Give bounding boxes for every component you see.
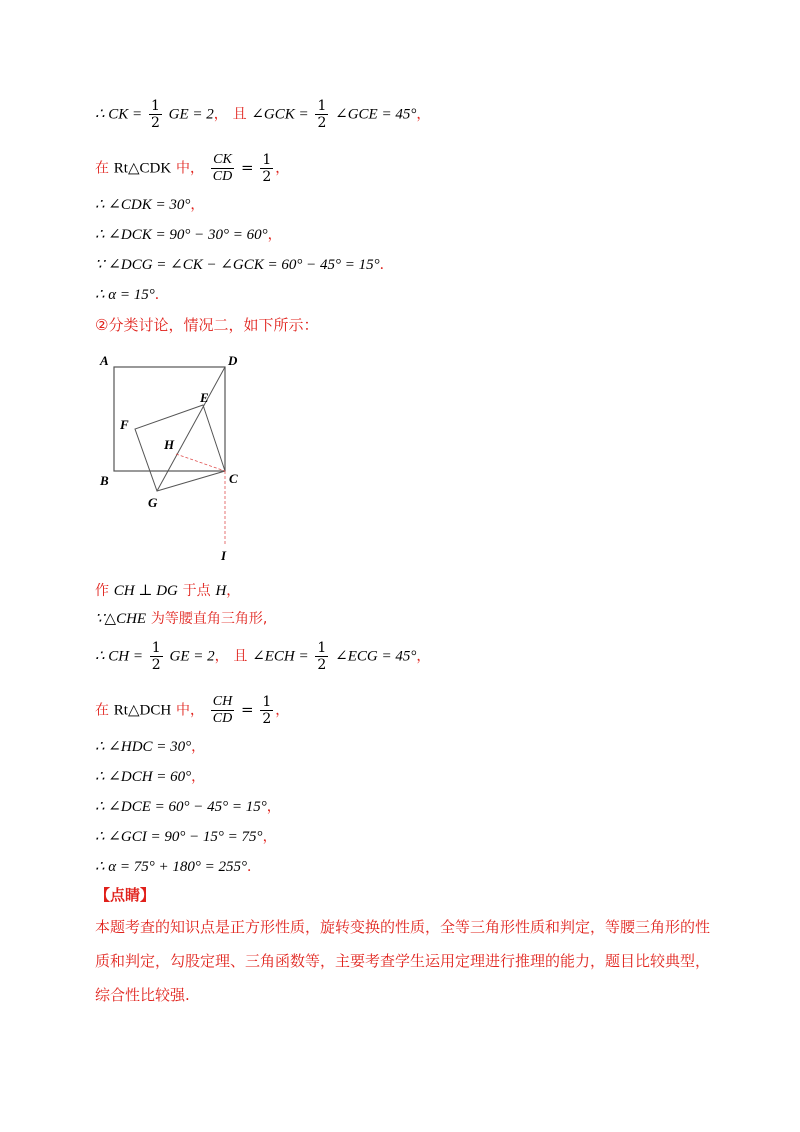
frac-num: 1 — [151, 640, 161, 656]
rt-dch-line — [95, 694, 289, 727]
hdc-text: ∴ ∠HDC = 30° — [95, 739, 192, 755]
alpha-15-line — [95, 284, 169, 305]
frac-num: CH — [212, 694, 233, 709]
middle-word: 中， — [175, 702, 204, 719]
frac-den: 2 — [150, 115, 160, 131]
frac-num: 1 — [262, 694, 272, 710]
foot-word: 于点 — [182, 583, 211, 599]
half-fraction — [149, 98, 162, 131]
in-word: 在 — [95, 160, 109, 177]
frac-num: 1 — [317, 640, 327, 656]
equals: = — [240, 158, 254, 177]
ch-cd-fraction — [211, 694, 234, 727]
dcg-text: ∵ ∠DCG = ∠CK − ∠GCK = 60° − 45° = 15° — [95, 257, 380, 273]
half-fraction — [150, 640, 163, 673]
ge-value: GE = 2 — [169, 648, 215, 665]
comma: ， — [214, 648, 229, 665]
comma: ， — [275, 160, 290, 177]
half-fraction — [260, 152, 273, 185]
dck-line — [95, 224, 282, 245]
label-e: E — [200, 390, 209, 405]
cdk-text: ∴ ∠CDK = 30° — [95, 197, 191, 213]
hdc-line — [95, 736, 205, 757]
alpha-255-line — [95, 856, 261, 877]
alpha-text: ∴ α = 15° — [95, 287, 155, 303]
segment-ch-dashed — [176, 454, 225, 471]
triangle-dch: Rt△DCH — [113, 702, 172, 719]
dcg-line — [95, 254, 394, 275]
comment-heading: 【点睛】 — [95, 886, 156, 904]
cdk-line — [95, 194, 204, 215]
square-abcd — [114, 367, 225, 471]
frac-den: CD — [212, 169, 233, 184]
geometry-figure — [90, 345, 250, 570]
ck-equation-line — [95, 98, 430, 131]
frac-den: CD — [212, 711, 233, 726]
gci-text: ∴ ∠GCI = 90° − 15° = 75° — [95, 829, 263, 845]
and-word: 且 — [233, 648, 248, 665]
frac-den: 2 — [151, 657, 161, 673]
comma: ， — [266, 799, 281, 815]
label-b: B — [100, 473, 109, 488]
comma: ， — [191, 769, 206, 785]
comma: ， — [213, 106, 228, 123]
half-fraction — [315, 98, 328, 131]
ch-left: ∴ CH = — [95, 648, 144, 665]
half-fraction — [260, 694, 273, 727]
comma: ， — [275, 702, 290, 719]
comma: ， — [191, 739, 206, 755]
ge-value: GE = 2 — [168, 106, 214, 123]
segment-dg — [157, 367, 225, 491]
equals: = — [240, 700, 254, 719]
label-i: I — [221, 548, 227, 563]
ck-left: ∴ CK = — [95, 106, 143, 123]
make-word: 作 — [95, 583, 109, 599]
frac-num: 1 — [317, 98, 327, 114]
case-two-heading: ②分类讨论，情况二，如下所示： — [95, 316, 319, 334]
perp-text: CH ⊥ DG — [113, 583, 178, 599]
ecg-angle: ∠ECG = 45° — [335, 648, 417, 665]
gce-angle: ∠GCE = 45° — [335, 106, 417, 123]
gck-angle: ∠GCK = — [251, 106, 309, 123]
isosceles-text: 为等腰直角三角形, — [150, 611, 268, 627]
comma: ， — [267, 227, 282, 243]
frac-num: 1 — [262, 152, 272, 168]
comment-paragraph: 本题考查的知识点是正方形性质，旋转变换的性质，全等三角形性质和判定，等腰三角形的性质和判定，勾股定理、三角函数等，主要考查学生运用定理进行推理的能力，题目比较典型，综合性比较强. — [95, 918, 711, 1004]
dck-text: ∴ ∠DCK = 90° − 30° = 60° — [95, 227, 268, 243]
dch-line — [95, 766, 205, 787]
label-g: G — [148, 495, 158, 510]
frac-den: 2 — [262, 711, 272, 727]
construct-ch-line — [95, 580, 240, 601]
middle-word: 中， — [175, 160, 204, 177]
in-word: 在 — [95, 702, 109, 719]
because-text: ∵△CHE — [95, 611, 147, 627]
label-f: F — [120, 417, 129, 432]
half-fraction — [315, 640, 328, 673]
label-d: D — [228, 353, 238, 368]
period: ． — [247, 859, 262, 875]
comma: ， — [416, 106, 431, 123]
frac-den: 2 — [317, 657, 327, 673]
isosceles-line — [95, 608, 267, 629]
period: ． — [154, 287, 169, 303]
ck-cd-fraction — [211, 152, 234, 185]
comma: ， — [262, 829, 277, 845]
label-c: C — [229, 471, 238, 486]
label-a: A — [100, 353, 109, 368]
dce-line — [95, 796, 281, 817]
frac-den: 2 — [317, 115, 327, 131]
dch-text: ∴ ∠DCH = 60° — [95, 769, 192, 785]
square-efgc — [135, 405, 225, 491]
frac-num: 1 — [150, 98, 160, 114]
label-h: H — [164, 437, 175, 452]
frac-num: CK — [211, 152, 234, 169]
comma: ， — [416, 648, 431, 665]
point-h: H — [215, 583, 227, 599]
comma: ， — [226, 583, 241, 599]
dce-text: ∴ ∠DCE = 60° − 45° = 15° — [95, 799, 267, 815]
ech-angle: ∠ECH = — [252, 648, 309, 665]
period: ． — [379, 257, 394, 273]
alpha-text: ∴ α = 75° + 180° = 255° — [95, 859, 248, 875]
comma: ， — [190, 197, 205, 213]
and-word: 且 — [232, 106, 247, 123]
ch-equation-line — [95, 640, 430, 673]
frac-den: 2 — [262, 169, 272, 185]
gci-line — [95, 826, 277, 847]
rt-cdk-line — [95, 152, 289, 185]
triangle-cdk: Rt△CDK — [113, 160, 172, 177]
